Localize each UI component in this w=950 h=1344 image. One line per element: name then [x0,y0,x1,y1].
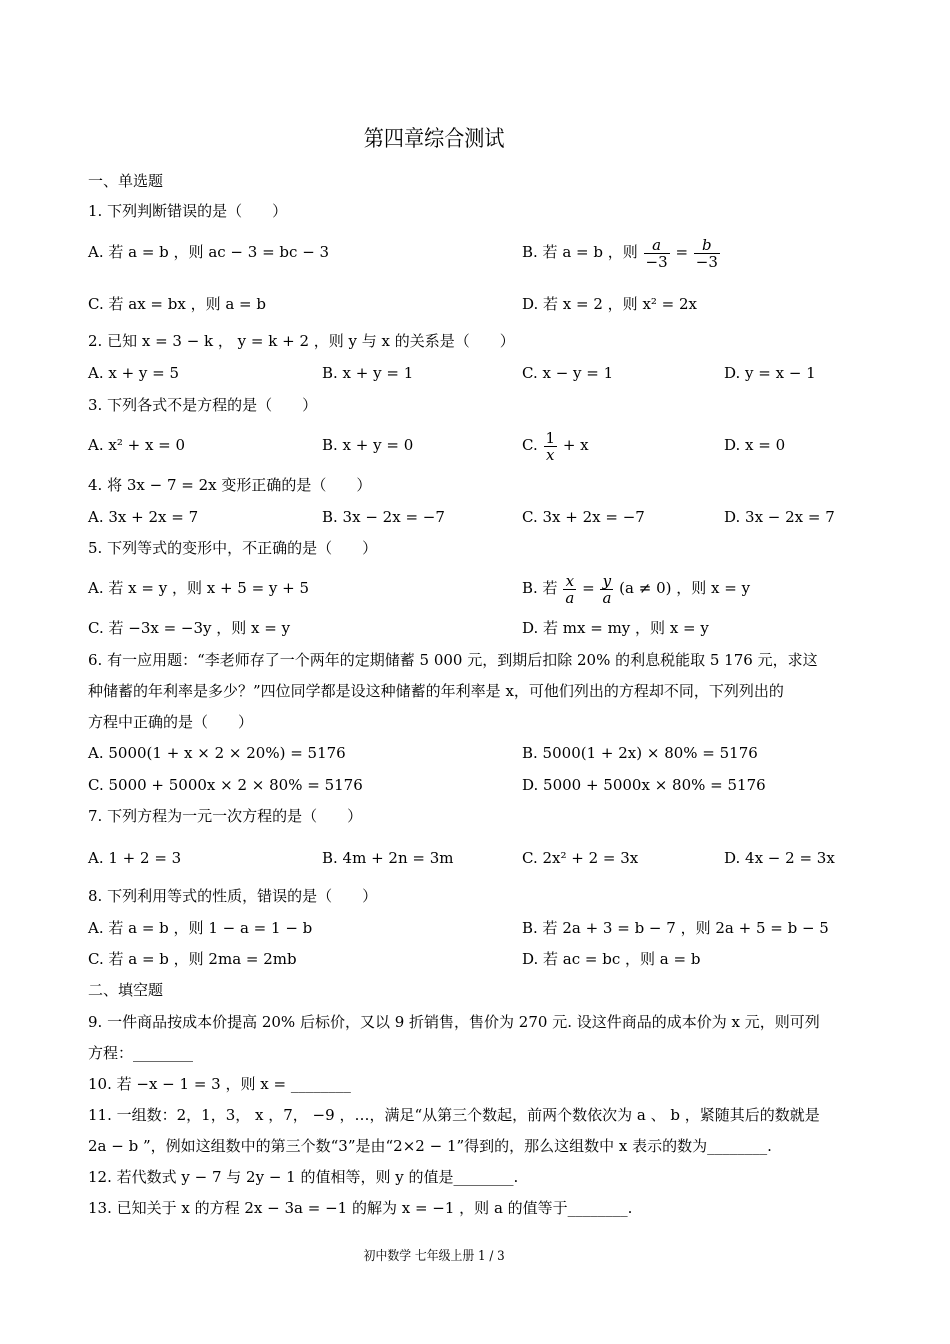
question-5-stem: 5. 下列等式的变形中，不正确的是（ ） [88,539,378,557]
question-3-stem: 3. 下列各式不是方程的是（ ） [88,396,318,414]
q5-b-post: (a ≠ 0) ，则 x = y [619,579,751,597]
question-1-option-a: A. 若 a = b ，则 ac − 3 = bc − 3 [88,243,330,261]
section-single-choice: 一、单选题 [88,172,164,190]
question-3-option-c [522,423,589,467]
question-4-option-d: D. 3x − 2x = 7 [724,508,835,526]
page-footer: 初中数学 七年级上册 1 / 3 [363,1249,505,1264]
question-1-stem: 1. 下列判断错误的是（ ） [88,202,288,220]
question-6-option-b: B. 5000(1 + 2x) × 80% = 5176 [522,744,758,762]
question-3-option-a: A. x² + x = 0 [88,436,186,454]
question-4-option-b: B. 3x − 2x = −7 [322,508,445,526]
question-9-line-2: 方程：________ [88,1044,194,1062]
q1-b-prefix: B. 若 a = b ，则 [522,243,638,261]
question-6-line-2: 种储蓄的年利率是多少？”四位同学都是设这种储蓄的年利率是 x，可他们列出的方程却不同，下列列出的 [88,682,784,700]
question-8-option-a: A. 若 a = b ，则 1 − a = 1 − b [88,919,313,937]
question-3-option-d: D. x = 0 [724,436,786,454]
question-4-option-c: C. 3x + 2x = −7 [522,508,645,526]
question-11-line-2: 2a − b ”，例如这组数中的第三个数“3”是由“2×2 − 1”得到的，那么这组数中 x 表示的数为________. [88,1137,772,1155]
q3-c-num: 1 [545,428,556,447]
q5-b-fa-num: x [563,573,576,590]
q3-c-den: x [546,445,555,464]
q1-b-fraction-b [694,237,720,270]
q3-c-prefix: C. [522,436,538,454]
question-5-option-d: D. 若 mx = my ，则 x = y [522,619,709,637]
question-1-option-b [522,230,721,274]
q1-b-fb-den: −3 [695,252,718,271]
question-7-option-a: A. 1 + 2 = 3 [88,849,182,867]
question-5-option-a: A. 若 x = y ，则 x + 5 = y + 5 [88,579,310,597]
question-7-option-b: B. 4m + 2n = 3m [322,849,454,867]
question-6-option-d: D. 5000 + 5000x × 80% = 5176 [522,776,766,794]
q1-b-fraction-a [644,237,670,270]
question-2-option-d: D. y = x − 1 [724,364,816,382]
question-6-option-a: A. 5000(1 + x × 2 × 20%) = 5176 [88,744,346,762]
q5-b-fb-num: y [600,573,613,590]
question-1-option-d: D. 若 x = 2 ，则 x² = 2x [522,295,698,313]
q3-c-post: + x [562,436,589,454]
question-10: 10. 若 −x − 1 = 3 ，则 x = ________ [88,1075,351,1093]
question-12: 12. 若代数式 y − 7 与 2y − 1 的值相等，则 y 的值是________. [88,1168,519,1186]
question-4-option-a: A. 3x + 2x = 7 [88,508,199,526]
question-8-option-d: D. 若 ac = bc ，则 a = b [522,950,701,968]
q3-c-fraction [544,430,558,463]
question-8-stem: 8. 下列利用等式的性质，错误的是（ ） [88,887,378,905]
question-7-option-d: D. 4x − 2 = 3x [724,849,835,867]
q5-b-eq: = [582,579,595,597]
q1-b-eq: = [675,243,689,261]
question-6-line-3: 方程中正确的是（ ） [88,713,254,731]
q1-b-fb-num: b [694,237,720,254]
question-6-option-c: C. 5000 + 5000x × 2 × 80% = 5176 [88,776,363,794]
question-5-option-b [522,566,750,610]
q5-b-fraction-y [600,573,613,606]
question-6-line-1: 6. 有一应用题：“李老师存了一个两年的定期储蓄 5 000 元，到期后扣除 20% 的利息税能取 5 176 元，求这 [88,651,818,669]
question-2-option-c: C. x − y = 1 [522,364,614,382]
q5-b-fraction-x [563,573,576,606]
q1-b-fa-num: a [644,237,670,254]
question-3-option-b: B. x + y = 0 [322,436,414,454]
q5-b-fb-den: a [602,588,612,607]
question-7-stem: 7. 下列方程为一元一次方程的是（ ） [88,807,363,825]
question-2-option-a: A. x + y = 5 [88,364,180,382]
question-4-stem: 4. 将 3x − 7 = 2x 变形正确的是（ ） [88,476,372,494]
q1-b-fa-den: −3 [645,252,668,271]
question-11-line-1: 11. 一组数：2，1，3， x ，7， −9 ，…，满足“从第三个数起，前两个数依次为 a 、 b ，紧随其后的数就是 [88,1106,820,1124]
question-5-option-c: C. 若 −3x = −3y ，则 x = y [88,619,291,637]
q5-b-fa-den: a [565,588,575,607]
question-13: 13. 已知关于 x 的方程 2x − 3a = −1 的解为 x = −1 ，则 a 的值等于________. [88,1199,633,1217]
question-1-option-c: C. 若 ax = bx ，则 a = b [88,295,267,313]
question-8-option-b: B. 若 2a + 3 = b − 7 ，则 2a + 5 = b − 5 [522,919,829,937]
question-9-line-1: 9. 一件商品按成本价提高 20% 后标价，又以 9 折销售，售价为 270 元. 设这件商品的成本价为 x 元，则可列 [88,1013,820,1031]
q5-b-prefix: B. 若 [522,579,558,597]
question-7-option-c: C. 2x² + 2 = 3x [522,849,639,867]
question-2-option-b: B. x + y = 1 [322,364,414,382]
question-2-stem: 2. 已知 x = 3 − k ， y = k + 2 ，则 y 与 x 的关系是（ ） [88,332,515,350]
page-title: 第四章综合测试 [363,127,505,152]
question-8-option-c: C. 若 a = b ，则 2ma = 2mb [88,950,297,968]
section-fill-blank: 二、填空题 [88,981,164,999]
